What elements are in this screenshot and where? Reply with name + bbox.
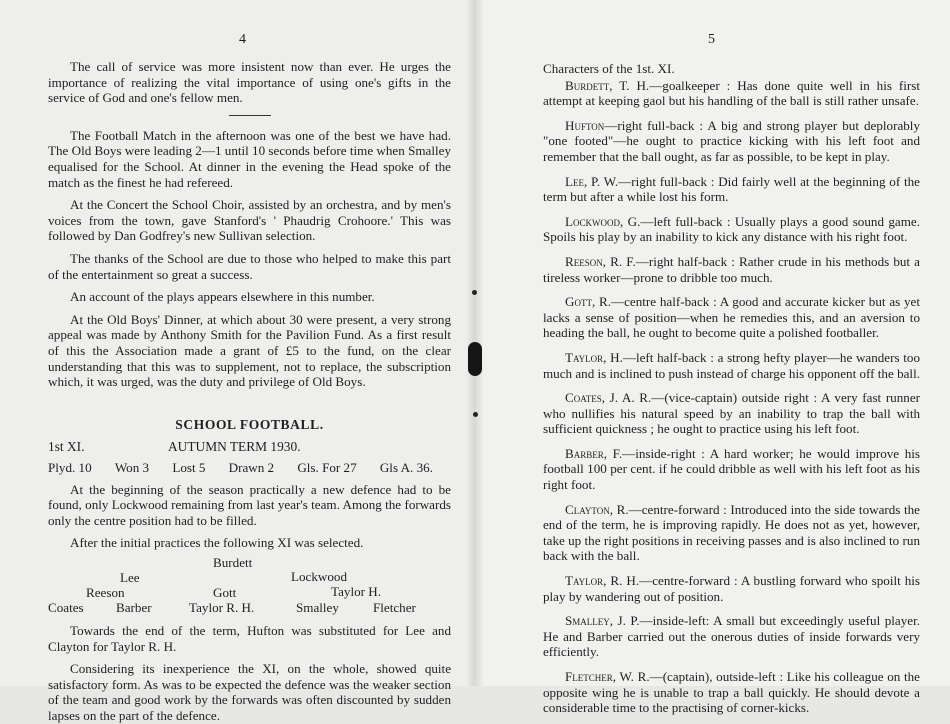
lineup-half-left: Reeson [86, 585, 125, 601]
team-lineup [48, 555, 451, 617]
paragraph-new-defence: At the beginning of the season practically a new defence had to be found, only Lockwood remaining from last year's team. Among the forwards only the centre position had to be filled. [48, 481, 451, 528]
section-divider [229, 115, 271, 116]
paragraph-substitutions: Towards the end of the term, Hufton was substituted for Lee and Clayton for Taylor R. H. [48, 623, 451, 654]
lineup-half-centre: Gott [213, 585, 237, 601]
player-description: —inside-left: A small but exceedingly useful player. He and Barber carried out the onerous duties of inside forwards very efficiently. [543, 613, 920, 660]
page-number-right: 5 [708, 32, 715, 47]
player-character-entry [543, 573, 920, 604]
lineup-forward-1: Coates [48, 600, 84, 616]
player-character-entry [543, 613, 920, 660]
stat-won: Won 3 [114, 459, 150, 475]
player-description: —right half-back : Rather crude in his methods but a tireless worker—prone to dribble too much. [543, 253, 920, 285]
player-character-entry [543, 390, 920, 437]
lineup-half-right: Taylor H. [331, 584, 381, 600]
page-number-left: 4 [239, 32, 246, 47]
player-description: —left half-back : a strong hefty player—he wanders too much and is inclined to push instead of charge his opponent off the ball. [543, 349, 921, 381]
team-label: 1st XI. [48, 438, 85, 454]
right-page [475, 0, 950, 716]
lineup-right-back: Lockwood [291, 569, 348, 585]
characters-heading: Characters of the 1st. XI. [543, 61, 675, 76]
season-heading [48, 439, 451, 455]
player-character-entry [543, 350, 920, 381]
paragraph-old-boys-dinner: At the Old Boys' Dinner, at which about 30 were present, a very strong appeal was made by Anthony Smith for the Pavilion Fund. As a first result of this the Association made a grant of £5 to the fund, on the clear understanding that this was to supplement, not to replace, the subscription which, it was urged, was the duty and privilege of Old Boys. [48, 311, 451, 390]
player-character-entry [543, 254, 920, 285]
stat-drawn: Drawn 2 [228, 459, 275, 475]
paragraph-football-match: The Football Match in the afternoon was one of the best we have had. The Old Boys were leading 2—1 until 10 seconds before time when Smalley equalised for the School. At dinner in the evening the Head spoke of the match as the finest he had refereed. [48, 127, 451, 190]
player-name: Lee, P. W. [565, 173, 619, 189]
player-description: —centre half-back : A good and accurate kicker but as yet lacks a sense of position—when he remedies this, and an aversion to heading the ball, he ought to become quite a polished footballer. [543, 294, 920, 341]
player-name: Hufton [565, 117, 605, 133]
binding-mark [468, 342, 482, 376]
player-name: Taylor, H. [565, 349, 623, 365]
lineup-forward-4: Smalley [296, 600, 339, 616]
stat-played: Plyd. 10 [48, 459, 92, 475]
lineup-forward-5: Fletcher [373, 600, 416, 616]
section-title-school-football: SCHOOL FOOTBALL. [175, 416, 324, 432]
lineup-left-back: Lee [120, 570, 140, 586]
player-name: Taylor, R. H. [565, 573, 640, 589]
player-name: Burdett, T. H. [565, 77, 650, 93]
player-description: —(vice-captain) outside right : A very fast runner who nullifies his natural speed by an inability to trap the ball with sufficient quickness ; he ought to practice using his left foot. [543, 390, 920, 437]
player-description: —centre-forward : A bustling forward who spoilt his play by wandering out of position. [543, 573, 920, 604]
player-description: —centre-forward : Introduced into the side towards the end of the term, he is improving rapidly. He does not as yet, however, take up the right positions in receiving passes and is also inclined to run back with the ball. [543, 501, 920, 564]
player-character-entry [543, 214, 920, 245]
binding-dot-top [472, 290, 477, 295]
lineup-forward-3: Taylor R. H. [189, 600, 255, 616]
player-name: Smalley, J. P. [565, 613, 640, 629]
player-description: —right full-back : A big and strong player but deplorably "one footed"—he ought to practice kicking with his left foot and remember that the ball ought, as far as possible, to be kept in play. [543, 117, 920, 164]
paragraph-xi-selected: After the initial practices the following XI was selected. [70, 535, 364, 551]
player-description: —right full-back : Did fairly well at the beginning of the term but after a while lost his form. [543, 173, 920, 205]
lineup-goalkeeper: Burdett [213, 555, 253, 571]
stat-goals-against: Gls A. 36. [379, 459, 433, 475]
player-description: —(captain), outside-left : Like his colleague on the opposite wing he is unable to trap a ball quickly. He should devote a considerable time to the practising of corner-kicks. [543, 669, 920, 716]
player-character-entry [543, 118, 920, 165]
paragraph-concert: At the Concert the School Choir, assisted by an orchestra, and by men's voices from the town, gave Stanford's ' Phaudrig Crohoore.' This was followed by Dan Godfrey's new Sullivan selection. [48, 197, 451, 244]
player-character-entry [543, 669, 920, 716]
player-name: Lockwood, G. [565, 213, 641, 229]
player-description: —inside-right : A hard worker; he would improve his football 100 per cent. if he could dribble as well with his left foot as his right foot. [543, 445, 920, 493]
paragraph-thanks: The thanks of the School are due to those who helped to make this part of the entertainment so great a success. [48, 250, 451, 282]
stat-goals-for: Gls. For 27 [297, 459, 357, 475]
stat-lost: Lost 5 [172, 459, 206, 475]
paragraph-service: The call of service was more insistent now than ever. He urges the importance of realizing the vital importance of using one's gifts in the service of God and one's fellow men. [48, 59, 451, 106]
player-character-entry [543, 294, 920, 341]
lineup-forward-2: Barber [116, 600, 152, 616]
player-character-entry [543, 446, 920, 493]
player-name: Clayton, R. [565, 501, 629, 517]
player-character-entry [543, 174, 920, 205]
player-name: Reeson, R. F. [565, 253, 636, 269]
paragraph-form: Considering its inexperience the XI, on the whole, showed quite satisfactory form. As was to be expected the defence was the weaker section of the team and good work by the forwards was often discounted by sudden lapses on the part of the defence. [48, 661, 451, 724]
player-description: —left full-back : Usually plays a good sound game. Spoils his play by an inability to kick any distance with his right foot. [543, 213, 920, 245]
player-characters-list [543, 78, 920, 716]
player-character-entry [543, 502, 920, 564]
season-label: AUTUMN TERM 1930. [168, 438, 301, 454]
player-name: Barber, F. [565, 445, 623, 461]
paragraph-plays: An account of the plays appears elsewhere in this number. [70, 289, 375, 305]
player-character-entry [543, 78, 920, 109]
player-name: Fletcher, W. R. [565, 669, 650, 684]
season-stats [48, 460, 451, 476]
player-name: Coates, J. A. R. [565, 390, 652, 406]
player-description: —goalkeeper : Has done quite well in his first attempt at keeping gaol but his handling of the ball is still rather unsafe. [543, 77, 920, 109]
player-name: Gott, R. [565, 294, 612, 310]
binding-dot-bottom [473, 412, 478, 417]
